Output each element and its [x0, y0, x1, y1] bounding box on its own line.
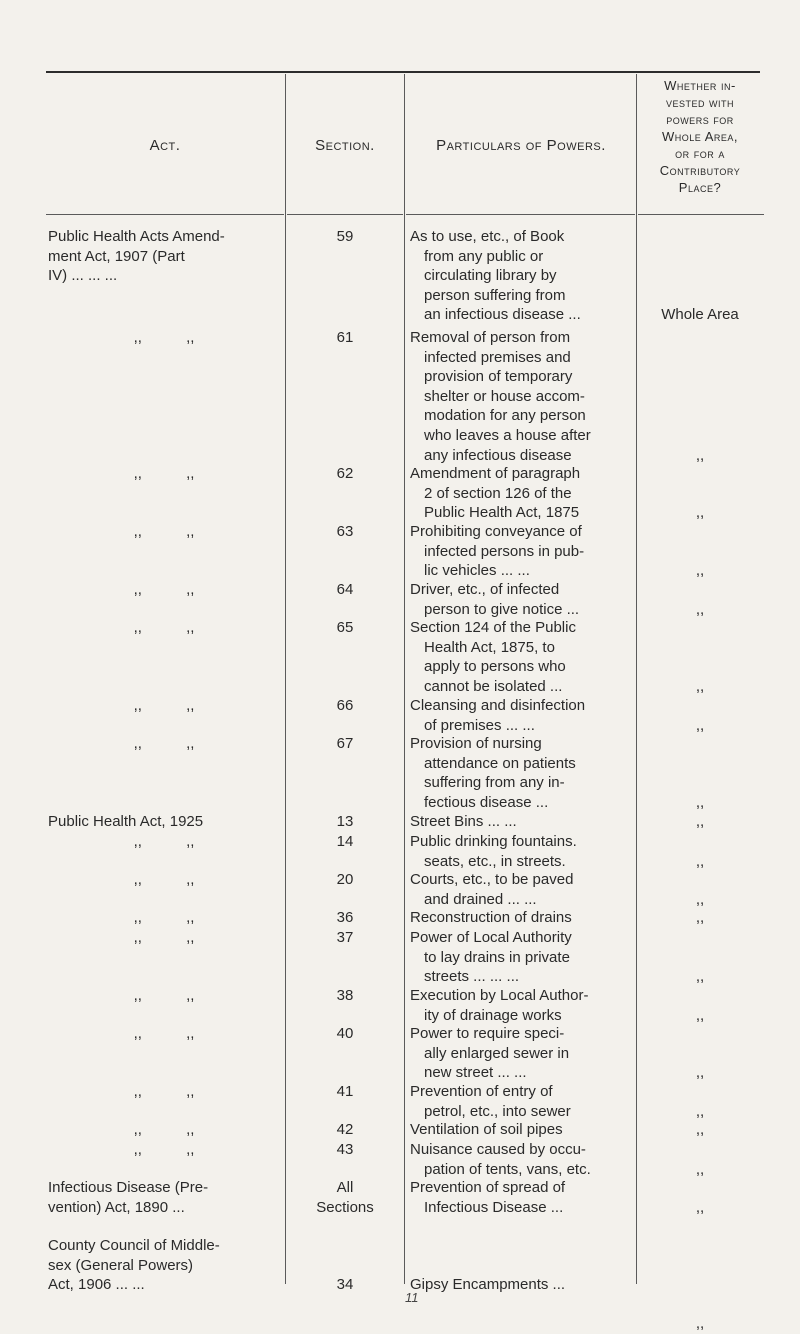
section-cell: 36: [336, 909, 354, 926]
particulars-line: Provision of nursing: [410, 735, 542, 752]
header-section: Section.: [315, 137, 375, 154]
act-line: ment Act, 1907 (Part: [48, 247, 185, 265]
section-cell: 63: [336, 523, 354, 540]
whether-cell: ,,: [695, 677, 705, 695]
particulars-cell: [410, 618, 638, 696]
particulars-cell: [410, 1178, 638, 1217]
act-line: Act, 1906 ... ...: [48, 1276, 145, 1294]
section-cell: 13: [336, 813, 354, 830]
header-rule: [406, 214, 635, 215]
whether-cell: ,,: [695, 1160, 705, 1178]
act-ditto: ,, ,,: [133, 987, 195, 1004]
act-ditto: ,, ,,: [133, 697, 195, 714]
whether-cell: ,,: [695, 968, 705, 986]
particulars-line: 2 of section 126 of the: [424, 484, 572, 502]
whether-cell: ,,: [695, 1121, 705, 1138]
act-line: Public Health Act, 1925: [48, 813, 204, 830]
whether-cell: ,,: [695, 909, 705, 926]
top-rule: [46, 71, 760, 73]
section-cell: 34: [336, 1276, 354, 1294]
act-ditto: ,, ,,: [133, 1025, 195, 1042]
section-cell: 14: [336, 833, 354, 850]
particulars-cell: [410, 696, 638, 735]
particulars-line: any infectious disease: [424, 446, 572, 464]
whether-cell: ,,: [695, 1315, 705, 1333]
section-cell: 61: [336, 329, 354, 346]
section-cell: 67: [336, 735, 354, 752]
act-cell: [48, 227, 280, 286]
act-cell: [48, 1236, 280, 1295]
act-line: sex (General Powers): [48, 1256, 194, 1274]
act-cell: [48, 812, 280, 832]
particulars-cell: [410, 812, 638, 832]
particulars-line: Cleansing and disinfection: [410, 697, 586, 714]
particulars-cell: [410, 1024, 638, 1083]
section-cell: 40: [336, 1025, 354, 1042]
particulars-line: and drained ... ...: [424, 890, 537, 908]
section-cell: 41: [336, 1083, 354, 1100]
particulars-line: Amendment of paragraph: [410, 465, 581, 482]
whether-cell: ,,: [695, 890, 705, 908]
particulars-cell: [410, 870, 638, 909]
particulars-line: to lay drains in private: [424, 948, 570, 966]
particulars-line: person suffering from: [424, 286, 566, 304]
header-rule: [638, 214, 764, 215]
section-cell: 65: [336, 619, 354, 636]
particulars-line: Gipsy Encampments ...: [410, 1276, 566, 1294]
whether-cell: ,,: [695, 562, 705, 580]
section-cell: 59: [336, 228, 354, 245]
particulars-line: Infectious Disease ...: [424, 1198, 564, 1216]
particulars-line: Street Bins ... ...: [410, 813, 517, 830]
act-ditto: ,, ,,: [133, 619, 195, 636]
particulars-line: Prevention of spread of: [410, 1179, 566, 1196]
particulars-line: an infectious disease ...: [424, 306, 581, 324]
particulars-cell: [410, 1082, 638, 1121]
particulars-line: ally enlarged sewer in: [424, 1044, 570, 1062]
column-divider: [404, 74, 405, 1284]
act-line: Public Health Acts Amend-: [48, 228, 225, 245]
particulars-cell: [410, 1120, 638, 1140]
act-ditto: ,, ,,: [133, 523, 195, 540]
act-line: IV) ... ... ...: [48, 267, 118, 285]
particulars-cell: [410, 928, 638, 987]
particulars-cell: [410, 227, 638, 325]
whether-cell: ,,: [695, 446, 705, 464]
particulars-cell: [410, 832, 638, 871]
particulars-line: of premises ... ...: [424, 716, 535, 734]
particulars-line: pation of tents, vans, etc.: [424, 1160, 591, 1178]
whether-cell: ,,: [695, 852, 705, 870]
whether-cell: ,,: [695, 1006, 705, 1024]
particulars-line: modation for any person: [424, 407, 586, 425]
particulars-line: provision of temporary: [424, 368, 573, 386]
act-ditto: ,, ,,: [133, 1141, 195, 1158]
header-rule: [287, 214, 403, 215]
page-number: 11: [405, 1290, 419, 1305]
section-cell: 37: [336, 929, 354, 946]
particulars-line: person to give notice ...: [424, 600, 580, 618]
particulars-line: from any public or: [424, 247, 544, 265]
act-ditto: ,, ,,: [133, 329, 195, 346]
particulars-line: Prohibiting conveyance of: [410, 523, 582, 540]
particulars-line: As to use, etc., of Book: [410, 228, 565, 245]
section-cell: All Sections: [316, 1179, 374, 1216]
particulars-line: Power to require speci-: [410, 1025, 565, 1042]
particulars-cell: [410, 522, 638, 581]
header-rule: [46, 214, 284, 215]
particulars-line: Execution by Local Author-: [410, 987, 589, 1004]
whether-cell: ,,: [695, 1198, 705, 1216]
section-cell: 43: [336, 1141, 354, 1158]
particulars-line: fectious disease ...: [424, 793, 549, 811]
particulars-line: Prevention of entry of: [410, 1083, 553, 1100]
particulars-line: lic vehicles ... ...: [424, 562, 530, 580]
particulars-cell: [410, 328, 638, 465]
act-ditto: ,, ,,: [133, 871, 195, 888]
act-ditto: ,, ,,: [133, 465, 195, 482]
column-divider: [285, 74, 286, 1284]
particulars-line: Section 124 of the Public: [410, 619, 576, 636]
particulars-line: Power of Local Authority: [410, 929, 572, 946]
section-cell: 62: [336, 465, 354, 482]
particulars-line: who leaves a house after: [424, 426, 591, 444]
whether-cell: ,,: [695, 793, 705, 811]
whether-cell: ,,: [695, 504, 705, 522]
act-line: vention) Act, 1890 ...: [48, 1198, 185, 1216]
particulars-line: circulating library by: [424, 267, 557, 285]
particulars-cell: [410, 1275, 638, 1295]
whether-cell: ,,: [695, 600, 705, 618]
particulars-line: streets ... ... ...: [424, 968, 520, 986]
particulars-line: infected premises and: [424, 348, 571, 366]
particulars-line: suffering from any in-: [424, 774, 565, 792]
particulars-line: apply to persons who: [424, 658, 566, 676]
particulars-line: Public drinking fountains.: [410, 833, 577, 850]
particulars-line: petrol, etc., into sewer: [424, 1102, 571, 1120]
whether-cell: ,,: [695, 813, 705, 830]
section-cell: 42: [336, 1121, 354, 1138]
act-ditto: ,, ,,: [133, 581, 195, 598]
act-ditto: ,, ,,: [133, 735, 195, 752]
particulars-line: Nuisance caused by occu-: [410, 1141, 586, 1158]
particulars-line: ity of drainage works: [424, 1006, 562, 1024]
act-ditto: ,, ,,: [133, 929, 195, 946]
particulars-line: seats, etc., in streets.: [424, 852, 566, 870]
section-cell: 38: [336, 987, 354, 1004]
particulars-line: Courts, etc., to be paved: [410, 871, 574, 888]
act-line: Infectious Disease (Pre-: [48, 1179, 209, 1196]
header-act: Act.: [149, 137, 181, 154]
act-line: County Council of Middle-: [48, 1237, 220, 1254]
particulars-cell: [410, 464, 638, 523]
header-whether: Whether in- vested with powers for Whole Area, or for a Contributory Place?: [659, 78, 741, 195]
act-ditto: ,, ,,: [133, 909, 195, 926]
header-particulars: Particulars of Powers.: [436, 137, 606, 154]
particulars-cell: [410, 734, 638, 812]
particulars-cell: [410, 986, 638, 1025]
section-cell: 64: [336, 581, 354, 598]
section-cell: 20: [336, 871, 354, 888]
particulars-line: new street ... ...: [424, 1064, 527, 1082]
particulars-line: cannot be isolated ...: [424, 677, 563, 695]
particulars-line: attendance on patients: [424, 754, 576, 772]
particulars-line: Ventilation of soil pipes: [410, 1121, 563, 1138]
particulars-line: Public Health Act, 1875: [424, 504, 580, 522]
particulars-line: Removal of person from: [410, 329, 571, 346]
whether-cell: Whole Area: [661, 306, 739, 324]
whether-cell: ,,: [695, 716, 705, 734]
particulars-cell: [410, 908, 638, 928]
particulars-cell: [410, 1140, 638, 1179]
section-cell: 66: [336, 697, 354, 714]
particulars-line: Reconstruction of drains: [410, 909, 572, 926]
whether-cell: ,,: [695, 1064, 705, 1082]
particulars-line: shelter or house accom-: [424, 387, 585, 405]
act-ditto: ,, ,,: [133, 833, 195, 850]
act-ditto: ,, ,,: [133, 1083, 195, 1100]
particulars-line: Driver, etc., of infected: [410, 581, 560, 598]
act-cell: [48, 1178, 280, 1217]
act-ditto: ,, ,,: [133, 1121, 195, 1138]
particulars-line: Health Act, 1875, to: [424, 638, 555, 656]
particulars-line: infected persons in pub-: [424, 542, 585, 560]
particulars-cell: [410, 580, 638, 619]
whether-cell: ,,: [695, 1102, 705, 1120]
